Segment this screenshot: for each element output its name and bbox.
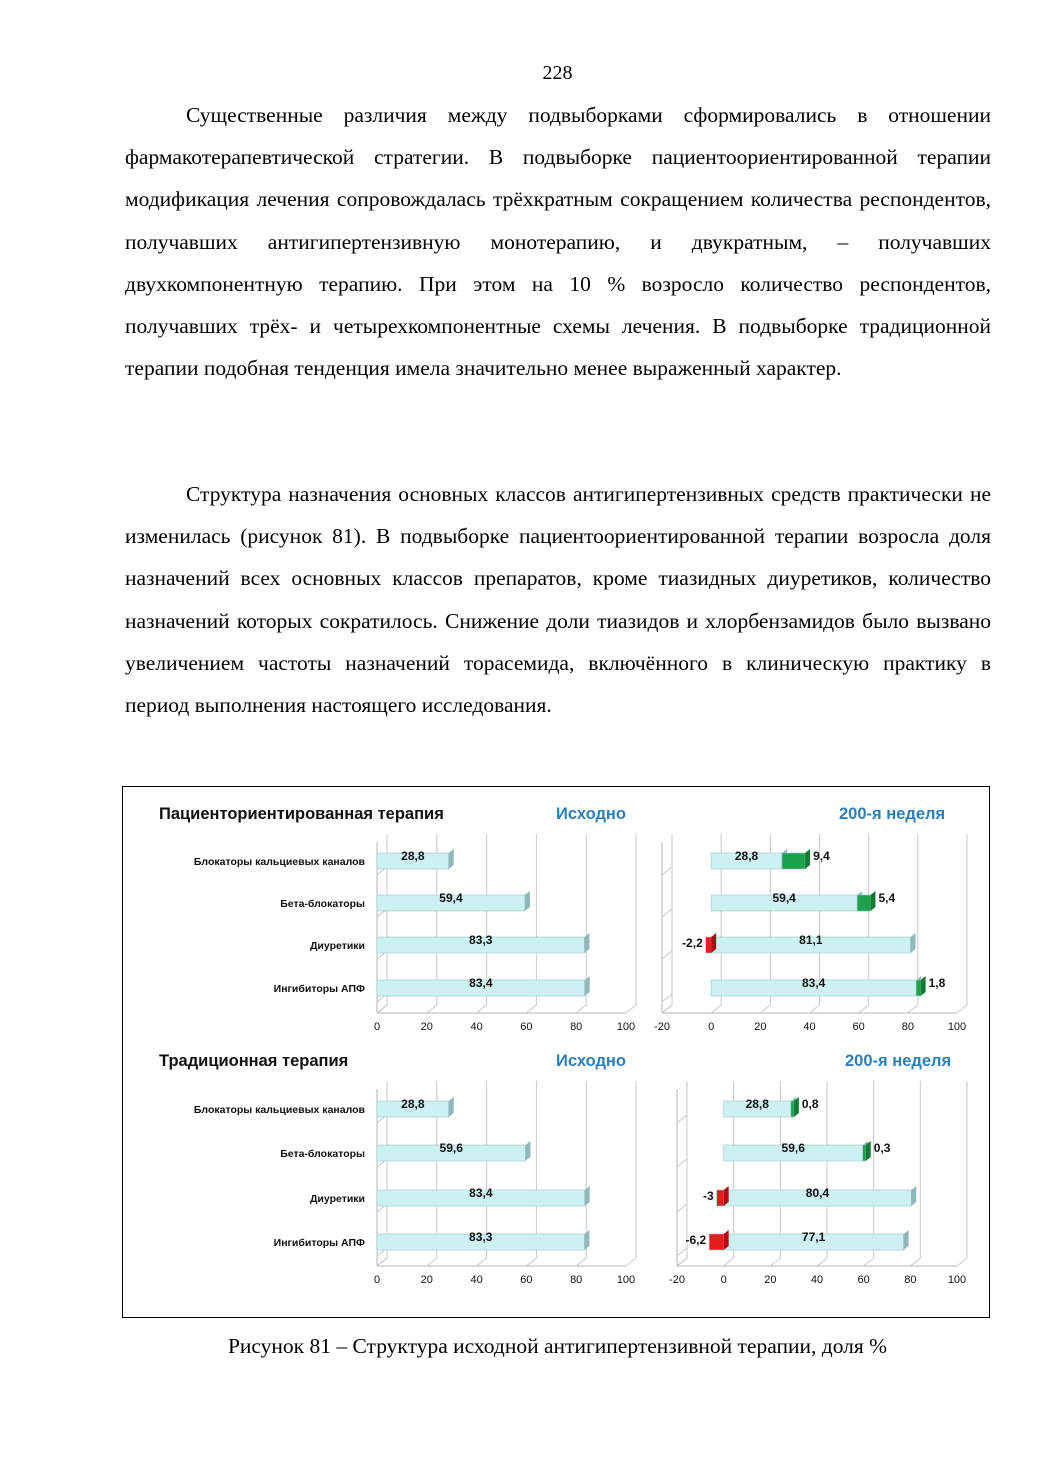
chart-2-bar-side (911, 933, 916, 953)
chart-1-gridline-floor (427, 1005, 437, 1013)
chart-1-bar-side (585, 976, 590, 996)
chart-1-bar-side (449, 849, 454, 869)
chart-4-bar-label: 28,8 (745, 1097, 769, 1111)
page-number: 228 (542, 62, 573, 84)
chart-2-bar-label: 83,4 (801, 976, 826, 990)
chart-4-bar-label: 59,6 (781, 1141, 805, 1155)
chart-4-change-bar (863, 1145, 866, 1161)
chart-3-gridline-floor (377, 1258, 387, 1266)
chart-1-tick-label: 40 (470, 1021, 483, 1033)
chart-2-bar-label: 59,4 (772, 891, 796, 905)
chart-2-gridline-floor (908, 1005, 918, 1013)
chart-2-bar-label: 28,8 (734, 849, 759, 863)
chart-4-change-bar (791, 1101, 794, 1117)
chart-4-tick-label: 0 (720, 1274, 727, 1286)
chart-3-bar-label: 59,6 (439, 1141, 463, 1155)
chart-1-category-label: Блокаторы кальциевых каналов (193, 856, 365, 868)
chart-4-row-edge (677, 1159, 687, 1167)
chart-4-bar-side (911, 1186, 916, 1206)
figure-81 (122, 786, 990, 1318)
chart-2-subtitle: 200-я неделя (839, 805, 946, 823)
chart-4-tick-label: 60 (857, 1274, 870, 1286)
chart-2-change-label: -2,2 (682, 936, 703, 950)
chart-3-title: Традиционная терапия (159, 1052, 349, 1070)
chart-4-gridline-floor (957, 1258, 967, 1266)
chart-1-tick-label: 100 (616, 1021, 636, 1033)
chart-4-tick-label: 80 (904, 1274, 917, 1286)
chart-3-tick-label: 40 (470, 1274, 483, 1286)
chart-3-subtitle: Исходно (556, 1052, 626, 1070)
chart-3-category-label: Бета-блокаторы (280, 1148, 365, 1160)
chart-1-tick-label: 80 (570, 1021, 583, 1033)
chart-1-gridline-floor (477, 1005, 487, 1013)
chart-1-gridline-floor (526, 1005, 536, 1013)
chart-1-tick-label: 60 (520, 1021, 533, 1033)
chart-4-tick-label: 40 (810, 1274, 824, 1286)
chart-2-gridline-floor (711, 1005, 721, 1013)
chart-2-tick-label: -20 (654, 1021, 670, 1033)
chart-2-change-bar (857, 895, 870, 911)
chart-2-row-edge (662, 909, 672, 917)
chart-3-bar-label: 83,3 (469, 1230, 493, 1244)
chart-1-bar-label: 83,4 (469, 976, 493, 990)
chart-4-gridline-floor (817, 1258, 827, 1266)
chart-1-gridline-floor (626, 1005, 636, 1013)
chart-2-row-edge (662, 867, 672, 875)
chart-1-bar-side (525, 891, 530, 911)
chart-2-tick-label: 60 (852, 1021, 865, 1033)
chart-4-change-label: 0,8 (801, 1097, 819, 1111)
chart-2-change-bar (706, 937, 711, 953)
chart-3-tick-label: 20 (420, 1274, 433, 1286)
chart-3-category-label: Диуретики (309, 1193, 365, 1205)
chart-1-subtitle: Исходно (556, 805, 626, 823)
chart-4-gridline-floor (677, 1258, 687, 1266)
chart-3-tick-label: 80 (570, 1274, 583, 1286)
chart-1-category-label: Диуретики (309, 940, 365, 952)
chart-3-gridline-floor (427, 1258, 437, 1266)
paragraph-1-container (125, 94, 991, 389)
chart-1-title: Пациенториентированная терапия (159, 805, 444, 823)
chart-4-bar-side (904, 1230, 909, 1250)
chart-2-change-bar-side (870, 891, 875, 911)
chart-2-tick-label: 100 (947, 1021, 967, 1033)
chart-4-bar-label: 77,1 (801, 1230, 826, 1244)
chart-4-change-label: -6,2 (685, 1233, 707, 1247)
chart-4-subtitle: 200-я неделя (845, 1052, 952, 1070)
chart-4-gridline-floor (864, 1258, 874, 1266)
chart-3-bar-side (449, 1097, 454, 1117)
chart-2-bar-label: 81,1 (799, 933, 823, 947)
chart-1-category-label: Бета-блокаторы (280, 898, 365, 910)
chart-2-gridline-floor (662, 1005, 672, 1013)
chart-1-bar-label: 59,4 (439, 891, 463, 905)
chart-2-row-edge (662, 951, 672, 959)
figure-caption: Рисунок 81 – Структура исходной антигипертензивной терапии, доля % (227, 1334, 888, 1358)
chart-3-category-label: Блокаторы кальциевых каналов (193, 1104, 365, 1116)
chart-2-tick-label: 20 (754, 1021, 767, 1033)
chart-2-gridline-floor (810, 1005, 820, 1013)
chart-1-bar-label: 28,8 (401, 849, 425, 863)
chart-3-bar-label: 83,4 (469, 1186, 493, 1200)
chart-2-tick-label: 80 (901, 1021, 914, 1033)
chart-4-row-edge (677, 1204, 687, 1212)
figure-81-charts (123, 787, 989, 1317)
chart-3-tick-label: 60 (520, 1274, 533, 1286)
chart-3-bar-label: 28,8 (401, 1097, 425, 1111)
chart-3-gridline-floor (477, 1258, 487, 1266)
chart-2-change-bar (782, 853, 805, 869)
chart-2-row-edge (662, 994, 672, 1002)
chart-3-category-label: Ингибиторы АПФ (273, 1237, 365, 1249)
chart-3-bar-side (584, 1230, 589, 1250)
chart-3-bar-side (525, 1141, 530, 1161)
paragraph-2-container (125, 473, 991, 726)
chart-1-gridline-floor (377, 1005, 387, 1013)
chart-4-change-bar (709, 1234, 723, 1250)
chart-2-gridline-floor (760, 1005, 770, 1013)
chart-2-change-label: 1,8 (928, 976, 946, 990)
paragraph-2: Структура назначения основных классов антигипертензивных средств практически не изменилась (рисунок 81). В подвыборке пациентоориентированной терапии возросла доля назначений всех основных классов препаратов, кроме тиазидных диуретиков, количество назначений которых сократилось. Снижение доли тиазидов и хлорбензамидов было вызвано увеличением частоты назначений торасемида, включённого в клиническую практику в период выполнения настоящего исследования. (125, 482, 991, 718)
chart-2-tick-label: 0 (708, 1021, 715, 1033)
chart-3-bar-side (585, 1186, 590, 1206)
chart-4-change-bar (717, 1190, 724, 1206)
chart-4-tick-label: 20 (764, 1274, 777, 1286)
chart-4-tick-label: -20 (669, 1274, 685, 1286)
chart-2-change-bar-side (805, 849, 810, 869)
chart-1-gridline-floor (576, 1005, 586, 1013)
chart-2-gridline-floor (957, 1005, 967, 1013)
paragraph-1: Существенные различия между подвыборками сформировались в отношении фармакотерапевтической стратегии. В подвыборке пациентоориентированной терапии модификация лечения сопровождалась трёхкратным сокращением количества респондентов, получавших антигипертензивную монотерапию, и двукратным, – получавших двухкомпонентную терапию. При этом на 10 % возросло количество респондентов, получавших трёх- и четырехкомпонентные схемы лечения. В подвыборке традиционной терапии подобная тенденция имела значительно менее выраженный характер. (125, 103, 991, 381)
chart-3-tick-label: 0 (373, 1274, 381, 1286)
chart-1-bar-label: 83,3 (469, 933, 493, 947)
chart-4-row-edge (677, 1248, 687, 1256)
chart-3-gridline-floor (526, 1258, 536, 1266)
chart-1-bar-side (584, 933, 589, 953)
chart-2-change-label: 9,4 (813, 849, 830, 863)
chart-4-change-label: -3 (702, 1189, 714, 1203)
chart-3-gridline-floor (626, 1258, 636, 1266)
chart-4-gridline-floor (770, 1258, 780, 1266)
chart-2-gridline-floor (859, 1005, 869, 1013)
chart-2-tick-label: 40 (803, 1021, 816, 1033)
chart-4-row-edge (677, 1115, 687, 1123)
chart-4-gridline-floor (910, 1258, 920, 1266)
chart-4-gridline-floor (724, 1258, 734, 1266)
chart-3-gridline-floor (576, 1258, 586, 1266)
chart-1-tick-label: 20 (420, 1021, 433, 1033)
chart-3-tick-label: 100 (616, 1274, 636, 1286)
chart-4-bar-label: 80,4 (805, 1186, 830, 1200)
chart-4-tick-label: 100 (947, 1274, 967, 1286)
chart-1-category-label: Ингибиторы АПФ (273, 983, 365, 995)
chart-2-change-bar-side (921, 976, 926, 996)
chart-1-tick-label: 0 (373, 1021, 381, 1033)
chart-2-change-label: 5,4 (878, 891, 896, 905)
chart-2-change-bar (916, 980, 920, 996)
chart-4-change-label: 0,3 (873, 1141, 891, 1155)
